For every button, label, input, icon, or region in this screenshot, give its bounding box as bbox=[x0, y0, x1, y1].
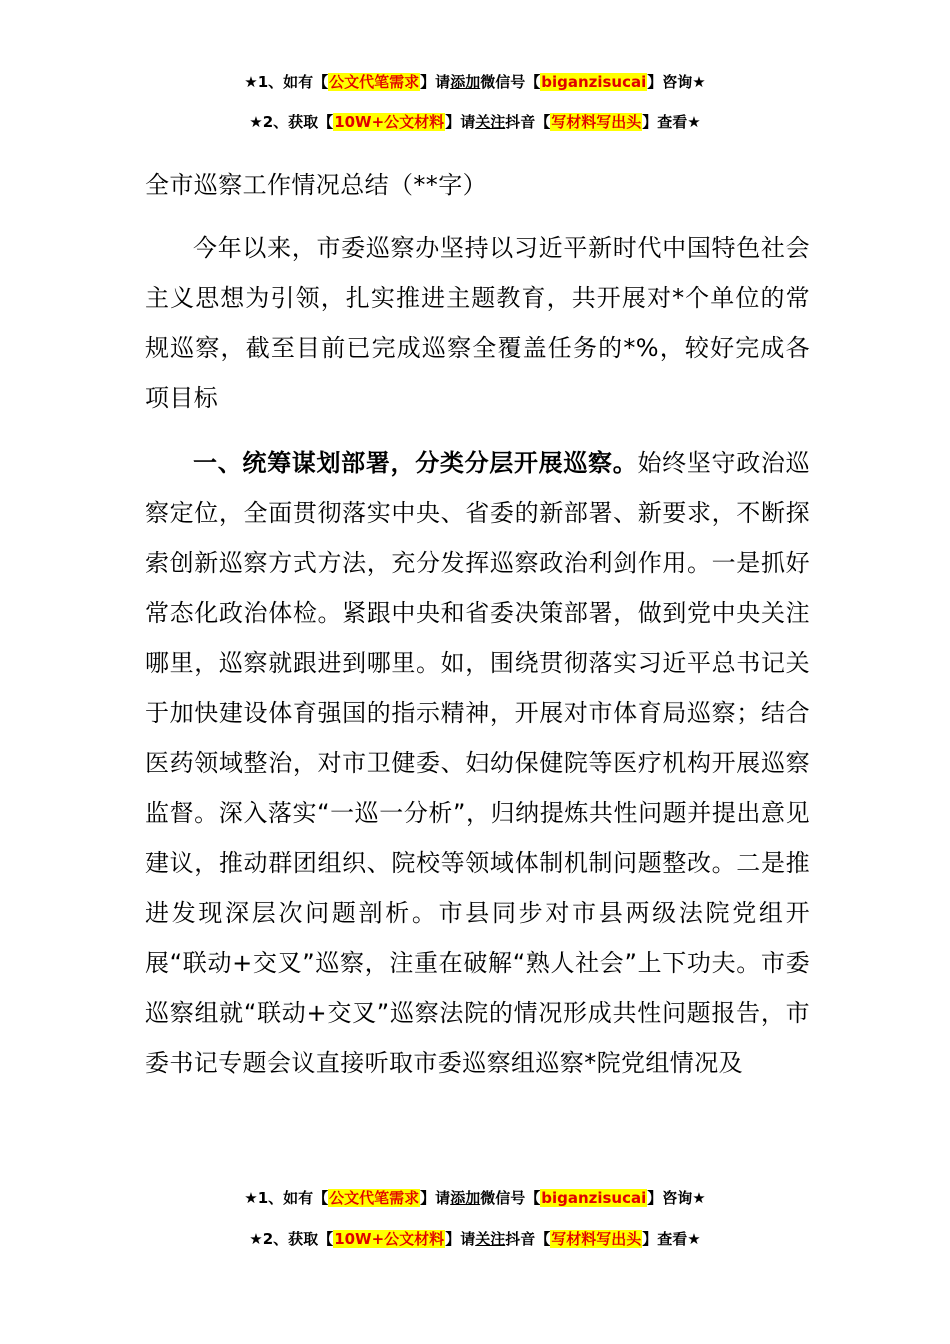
banner-text: 抖音【 bbox=[505, 1230, 551, 1248]
section-body: 始终坚守政治巡察定位，全面贯彻落实中央、省委的新部署、新要求，不断探索创新巡察方式方法，充分发挥巡察政治利剑作用。一是抓好常态化政治体检。紧跟中央和省委决策部署，做到党中央关注哪里，巡察就跟进到哪里。如，围绕贯彻落实习近平总书记关于加快建设体育强国的指示精神，开展对市体育局巡察；结合医药领域整治，对市卫健委、妇幼保健院等医疗机构开展巡察监督。深入落实“一巡一分析”，归纳提炼共性问题并提出意见建议，推动群团组织、院校等领域体制机制问题整改。二是推进发现深层次问题剖析。市县同步对市县两级法院党组开展“联动+交叉”巡察，注重在破解“熟人社会”上下功夫。市委巡察组就“联动+交叉”巡察法院的情况形成共性问题报告，市委书记专题会议直接听取市委巡察组巡察*院党组情况及 bbox=[145, 449, 810, 1077]
promo-banner-line-2 bbox=[0, 110, 950, 134]
underlined-text: 添加 bbox=[450, 1189, 481, 1207]
wechat-id-highlight: biganzisucai bbox=[541, 1189, 647, 1207]
promo-banner-line-1 bbox=[0, 70, 950, 94]
wechat-id-highlight: biganzisucai bbox=[541, 73, 647, 91]
underlined-text: 关注 bbox=[475, 1230, 506, 1248]
highlight-text: 公文代笔需求 bbox=[329, 1189, 420, 1207]
underlined-text: 添加 bbox=[450, 73, 481, 91]
underlined-text: 关注 bbox=[475, 113, 506, 131]
banner-text: 】请 bbox=[420, 73, 451, 91]
douyin-id-highlight: 写材料写出头 bbox=[551, 113, 642, 131]
promo-banner-line-1-footer bbox=[0, 1186, 950, 1210]
section-heading: 一、统筹谋划部署，分类分层开展巡察。 bbox=[193, 449, 638, 477]
banner-text: 】请 bbox=[420, 1189, 451, 1207]
banner-text: 】查看★ bbox=[642, 1230, 701, 1248]
banner-text: ★1、如有【 bbox=[244, 73, 329, 91]
banner-text: 】请 bbox=[445, 113, 476, 131]
highlight-text: 10W+公文材料 bbox=[334, 113, 445, 131]
highlight-text: 10W+公文材料 bbox=[334, 1230, 445, 1248]
banner-text: 微信号【 bbox=[480, 73, 541, 91]
paragraph-intro: 今年以来，市委巡察办坚持以习近平新时代中国特色社会主义思想为引领，扎实推进主题教育，共开展对*个单位的常规巡察，截至目前已完成巡察全覆盖任务的*%，较好完成各项目标 bbox=[145, 234, 810, 412]
document-title: 全市巡察工作情况总结（**字） bbox=[145, 171, 487, 199]
banner-text: ★2、获取【 bbox=[249, 113, 334, 131]
promo-banner-line-2-footer bbox=[0, 1227, 950, 1251]
paragraph-section-1 bbox=[145, 438, 810, 1088]
banner-text: 】咨询★ bbox=[647, 73, 706, 91]
banner-text: 】查看★ bbox=[642, 113, 701, 131]
banner-text: 抖音【 bbox=[505, 113, 551, 131]
banner-text: 微信号【 bbox=[480, 1189, 541, 1207]
banner-text: 】咨询★ bbox=[647, 1189, 706, 1207]
douyin-id-highlight: 写材料写出头 bbox=[551, 1230, 642, 1248]
banner-text: ★1、如有【 bbox=[244, 1189, 329, 1207]
banner-text: ★2、获取【 bbox=[249, 1230, 334, 1248]
highlight-text: 公文代笔需求 bbox=[329, 73, 420, 91]
banner-text: 】请 bbox=[445, 1230, 476, 1248]
